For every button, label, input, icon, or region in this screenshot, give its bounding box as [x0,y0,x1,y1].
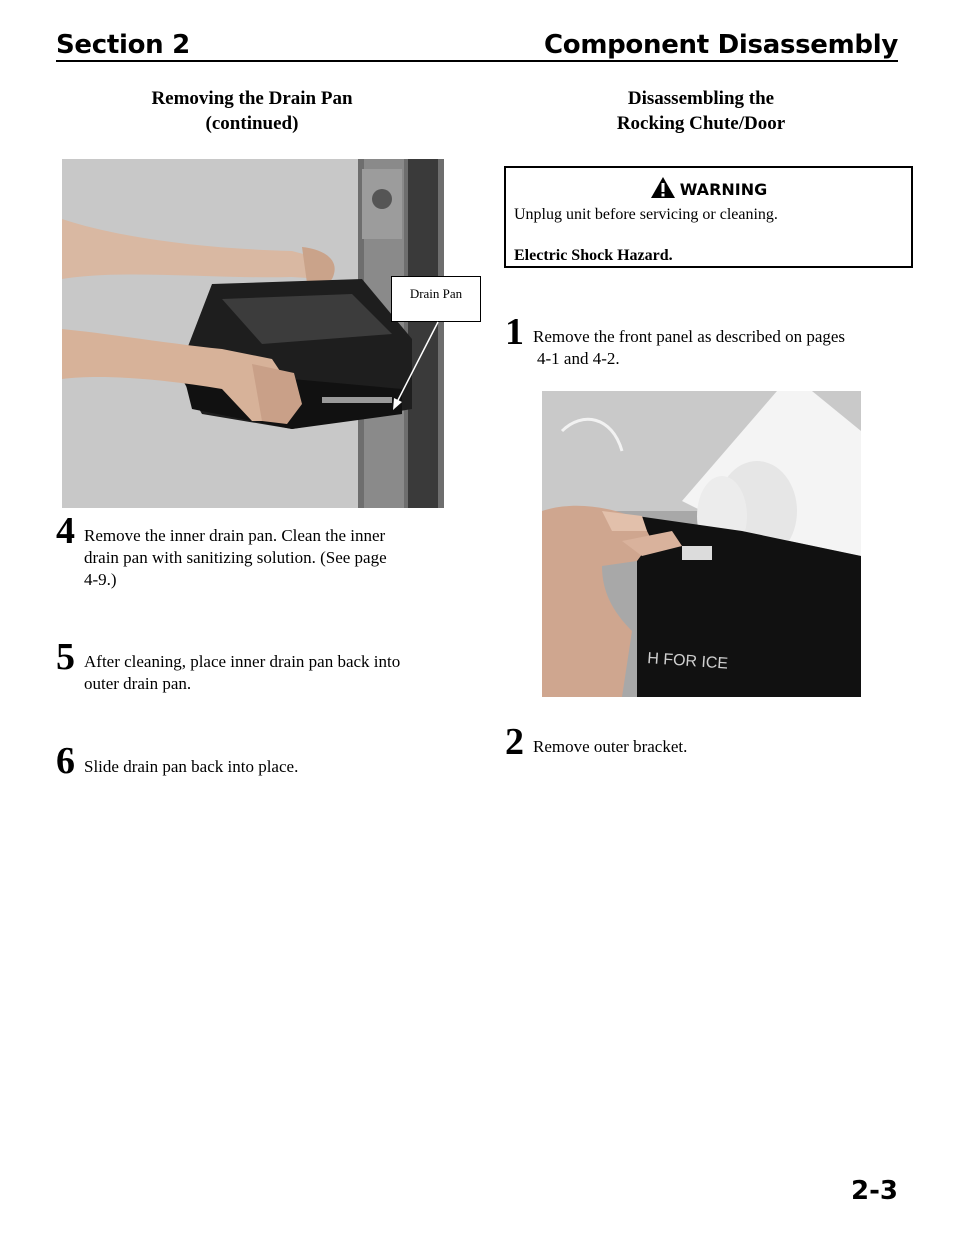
step-4-line2: drain pan with sanitizing solution. (See page [84,548,387,567]
step-5-text [84,651,454,695]
section-label: Section 2 [56,30,190,60]
right-heading-line1: Disassembling the [627,88,775,109]
step-2-text [533,736,903,758]
drain-pan-photo [62,159,444,508]
warning-line2: Electric Shock Hazard. [514,247,673,264]
right-heading-line2: Rocking Chute/Door [616,113,786,134]
step-6-text [84,756,454,778]
chute-bracket-illustration [542,391,861,697]
left-heading-line1: Removing the Drain Pan [151,88,353,109]
step-5-line2: outer drain pan. [84,674,192,693]
step-1-number: 1 [505,311,524,353]
warning-title [506,176,911,199]
header-divider [56,60,898,62]
page-title: Component Disassembly [543,30,898,60]
step-4-line3: 4-9.) [84,570,117,589]
warning-title-text: WARNING [679,180,768,199]
step-6-line1: Slide drain pan back into place. [84,757,299,776]
step-2-number: 2 [505,721,524,763]
page-number: 2-3 [851,1176,898,1206]
step-1-line2: 4-1 and 4-2. [537,349,620,368]
step-1-line1: Remove the front panel as described on pages [533,327,846,346]
warning-box [504,166,913,268]
photo-label: H FOR ICE [646,650,729,673]
step-2-line1: Remove outer bracket. [533,737,688,756]
drain-pan-callout: Drain Pan [391,276,481,322]
drain-pan-illustration [62,159,444,508]
step-5-line1: After cleaning, place inner drain pan back into [84,652,401,671]
chute-bracket-photo [542,391,861,697]
step-1-text [533,326,903,370]
step-4-line1: Remove the inner drain pan. Clean the inner [84,526,386,545]
step-6-number: 6 [56,740,75,782]
step-5-number: 5 [56,636,75,678]
step-4-text [84,525,454,591]
left-heading-line2: (continued) [205,113,299,134]
warning-line1: Unplug unit before servicing or cleaning. [514,206,778,223]
left-heading [62,86,442,136]
right-heading [504,86,898,136]
callout-arrow-icon [390,320,442,412]
step-4-number: 4 [56,510,75,552]
warning-triangle-icon [650,176,676,199]
